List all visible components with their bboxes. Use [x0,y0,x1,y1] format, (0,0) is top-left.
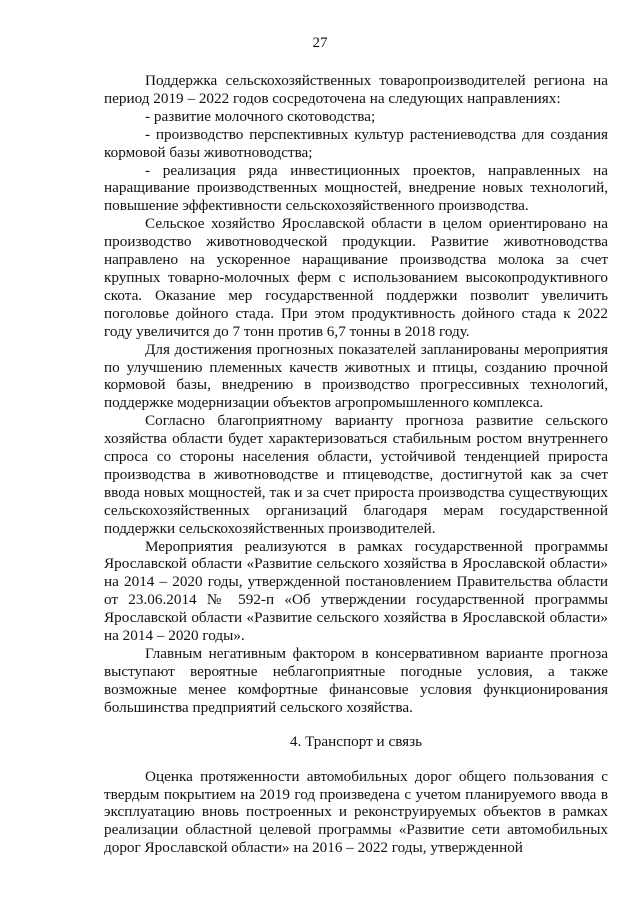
document-body [104,72,608,857]
list-item-crops: - производство перспективных культур растениеводства для создания кормовой базы животноводства; [104,125,608,161]
paragraph-livestock: Сельское хозяйство Ярославской области в целом ориентировано на производство животноводческой продукции. Развитие животноводства направлено на ускоренное наращивание производства молока за счет крупных товарно-молочных ферм с использованием высокопродуктивного скота. Оказание мер государственной поддержки позволит увеличить поголовье дойного стада. При этом продуктивность дойного стада к 2022 году увеличится до 7 тонн против 6,7 тонны в 2018 году. [104,215,608,340]
section-heading-transport: 4. Транспорт и связь [289,732,423,750]
paragraph-state-program: Мероприятия реализуются в рамках государственной программы Ярославской области «Развитие сельского хозяйства в Ярославской области» на 2014 – 2020 годы, утвержденной постановлением Правительства области от 23.06.2014 № 592-п «Об утверждении государственной программы Ярославской области «Развитие сельского хозяйства в Ярославской области» на 2014 – 2020 годы». [104,537,608,645]
page-number: 27 [312,35,328,51]
list-item-investment: - реализация ряда инвестиционных проектов, направленных на наращивание производственных мощностей, внедрение новых технологий, повышение эффективности сельскохозяйственного производства. [104,161,608,215]
paragraph-negative-factor: Главным негативным фактором в консервативном варианте прогноза выступают вероятные неблагоприятные погодные условия, а также возможные менее комфортные финансовые условия функционирования большинства предприятий сельского хозяйства. [104,645,608,716]
paragraph-roads: Оценка протяженности автомобильных дорог общего пользования с твердым покрытием на 2019 год произведена с учетом планируемого ввода в эксплуатацию вновь построенных и реконструируемых объектов в рамках реализации областной целевой программы «Развитие сети автомобильных дорог Ярославской области» на 2016 – 2022 годы, утвержденной [104,767,608,857]
paragraph-favorable-forecast: Согласно благоприятному варианту прогноза развитие сельского хозяйства области будет характеризоваться стабильным ростом внутреннего спроса со стороны населения области, устойчивой тенденцией прироста производства в животноводстве и птицеводстве, достигнутой как за счет ввода новых мощностей, так и за счет прироста производства существующих сельскохозяйственных организаций благодаря мерам государственной поддержки сельскохозяйственных производителей. [104,412,608,537]
list-item-dairy: - развитие молочного скотоводства; [145,107,376,125]
paragraph-measures: Для достижения прогнозных показателей запланированы мероприятия по улучшению племенных качеств животных и птицы, созданию прочной кормовой базы, внедрению в производство прогрессивных технологий, поддержке модернизации объектов агропромышленного комплекса. [104,340,608,412]
paragraph-intro: Поддержка сельскохозяйственных товаропроизводителей региона на период 2019 – 2022 годов сосредоточена на следующих направлениях: [104,72,608,107]
